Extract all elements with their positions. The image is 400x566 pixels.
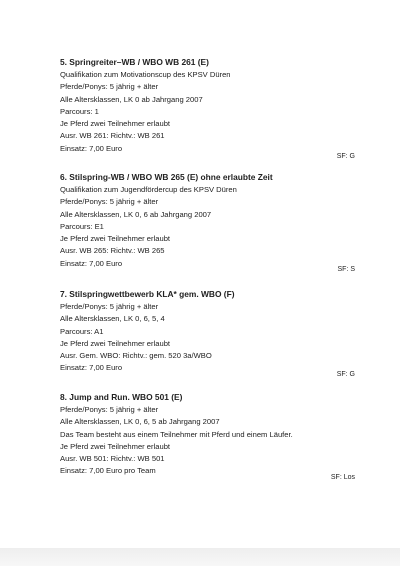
competition-5-line: Parcours: 1	[60, 106, 99, 116]
competition-5-line: Einsatz: 7,00 Euro	[60, 143, 123, 153]
competition-5-line: Qualifikation zum Motivationscup des KPSV Düren	[60, 70, 231, 79]
competition-8-line: Alle Altersklassen, LK 0, 6, 5 ab Jahrgang 2007	[60, 417, 220, 427]
competition-5-line: Alle Altersklassen, LK 0 ab Jahrgang 2007	[60, 94, 203, 104]
competition-8-line: Ausr. WB 501: Richtv.: WB 501	[60, 454, 165, 464]
page-bottom-edge	[0, 548, 400, 566]
competition-7-line: Ausr. Gem. WBO: Richtv.: gem. 520 3a/WBO	[60, 351, 212, 361]
competition-5-title: 5. Springreiter–WB / WBO WB 261 (E)	[60, 57, 209, 67]
competition-5-line: Pferde/Ponys: 5 jährig + älter	[60, 82, 159, 92]
competition-5-sf: SF: G	[336, 153, 355, 160]
competition-8-line: Einsatz: 7,00 Euro pro Team	[60, 466, 156, 476]
competition-7	[60, 288, 360, 375]
competition-5	[60, 56, 360, 155]
competition-6-line: Je Pferd zwei Teilnehmer erlaubt	[60, 234, 171, 244]
competition-6-line: Einsatz: 7,00 Euro	[60, 258, 123, 268]
competition-7-title: 7. Stilspringwettbewerb KLA* gem. WBO (F)	[60, 289, 235, 299]
competition-8-line: Das Team besteht aus einem Teilnehmer mit Pferd und einem Läufer.	[60, 429, 293, 439]
competition-7-line: Je Pferd zwei Teilnehmer erlaubt	[60, 338, 171, 348]
competition-6-line: Parcours: E1	[60, 221, 104, 231]
competition-6	[60, 171, 360, 270]
competition-6-title: 6. Stilspring-WB / WBO WB 265 (E) ohne erlaubte Zeit	[60, 172, 273, 182]
competition-6-sf: SF: S	[337, 266, 355, 273]
competition-7-sf: SF: G	[336, 371, 355, 378]
competition-6-line: Pferde/Ponys: 5 jährig + älter	[60, 197, 159, 207]
competition-7-line: Pferde/Ponys: 5 jährig + älter	[60, 302, 159, 311]
competition-8-sf: SF: Los	[330, 474, 355, 481]
competition-6-line: Ausr. WB 265: Richtv.: WB 265	[60, 246, 165, 256]
competition-8	[60, 391, 360, 478]
competition-7-line: Parcours: A1	[60, 326, 104, 336]
competition-8-title: 8. Jump and Run. WBO 501 (E)	[60, 392, 183, 402]
competition-5-line: Ausr. WB 261: Richtv.: WB 261	[60, 131, 165, 141]
competition-5-line: Je Pferd zwei Teilnehmer erlaubt	[60, 119, 171, 129]
competition-6-line: Alle Altersklassen, LK 0, 6 ab Jahrgang 2007	[60, 209, 212, 219]
competition-8-line: Je Pferd zwei Teilnehmer erlaubt	[60, 441, 171, 451]
competition-8-line: Pferde/Ponys: 5 jährig + älter	[60, 405, 159, 414]
competition-6-line: Qualifikation zum Jugendfördercup des KPSV Düren	[60, 185, 237, 194]
competition-7-line: Alle Altersklassen, LK 0, 6, 5, 4	[60, 314, 165, 324]
competition-7-line: Einsatz: 7,00 Euro	[60, 363, 123, 373]
